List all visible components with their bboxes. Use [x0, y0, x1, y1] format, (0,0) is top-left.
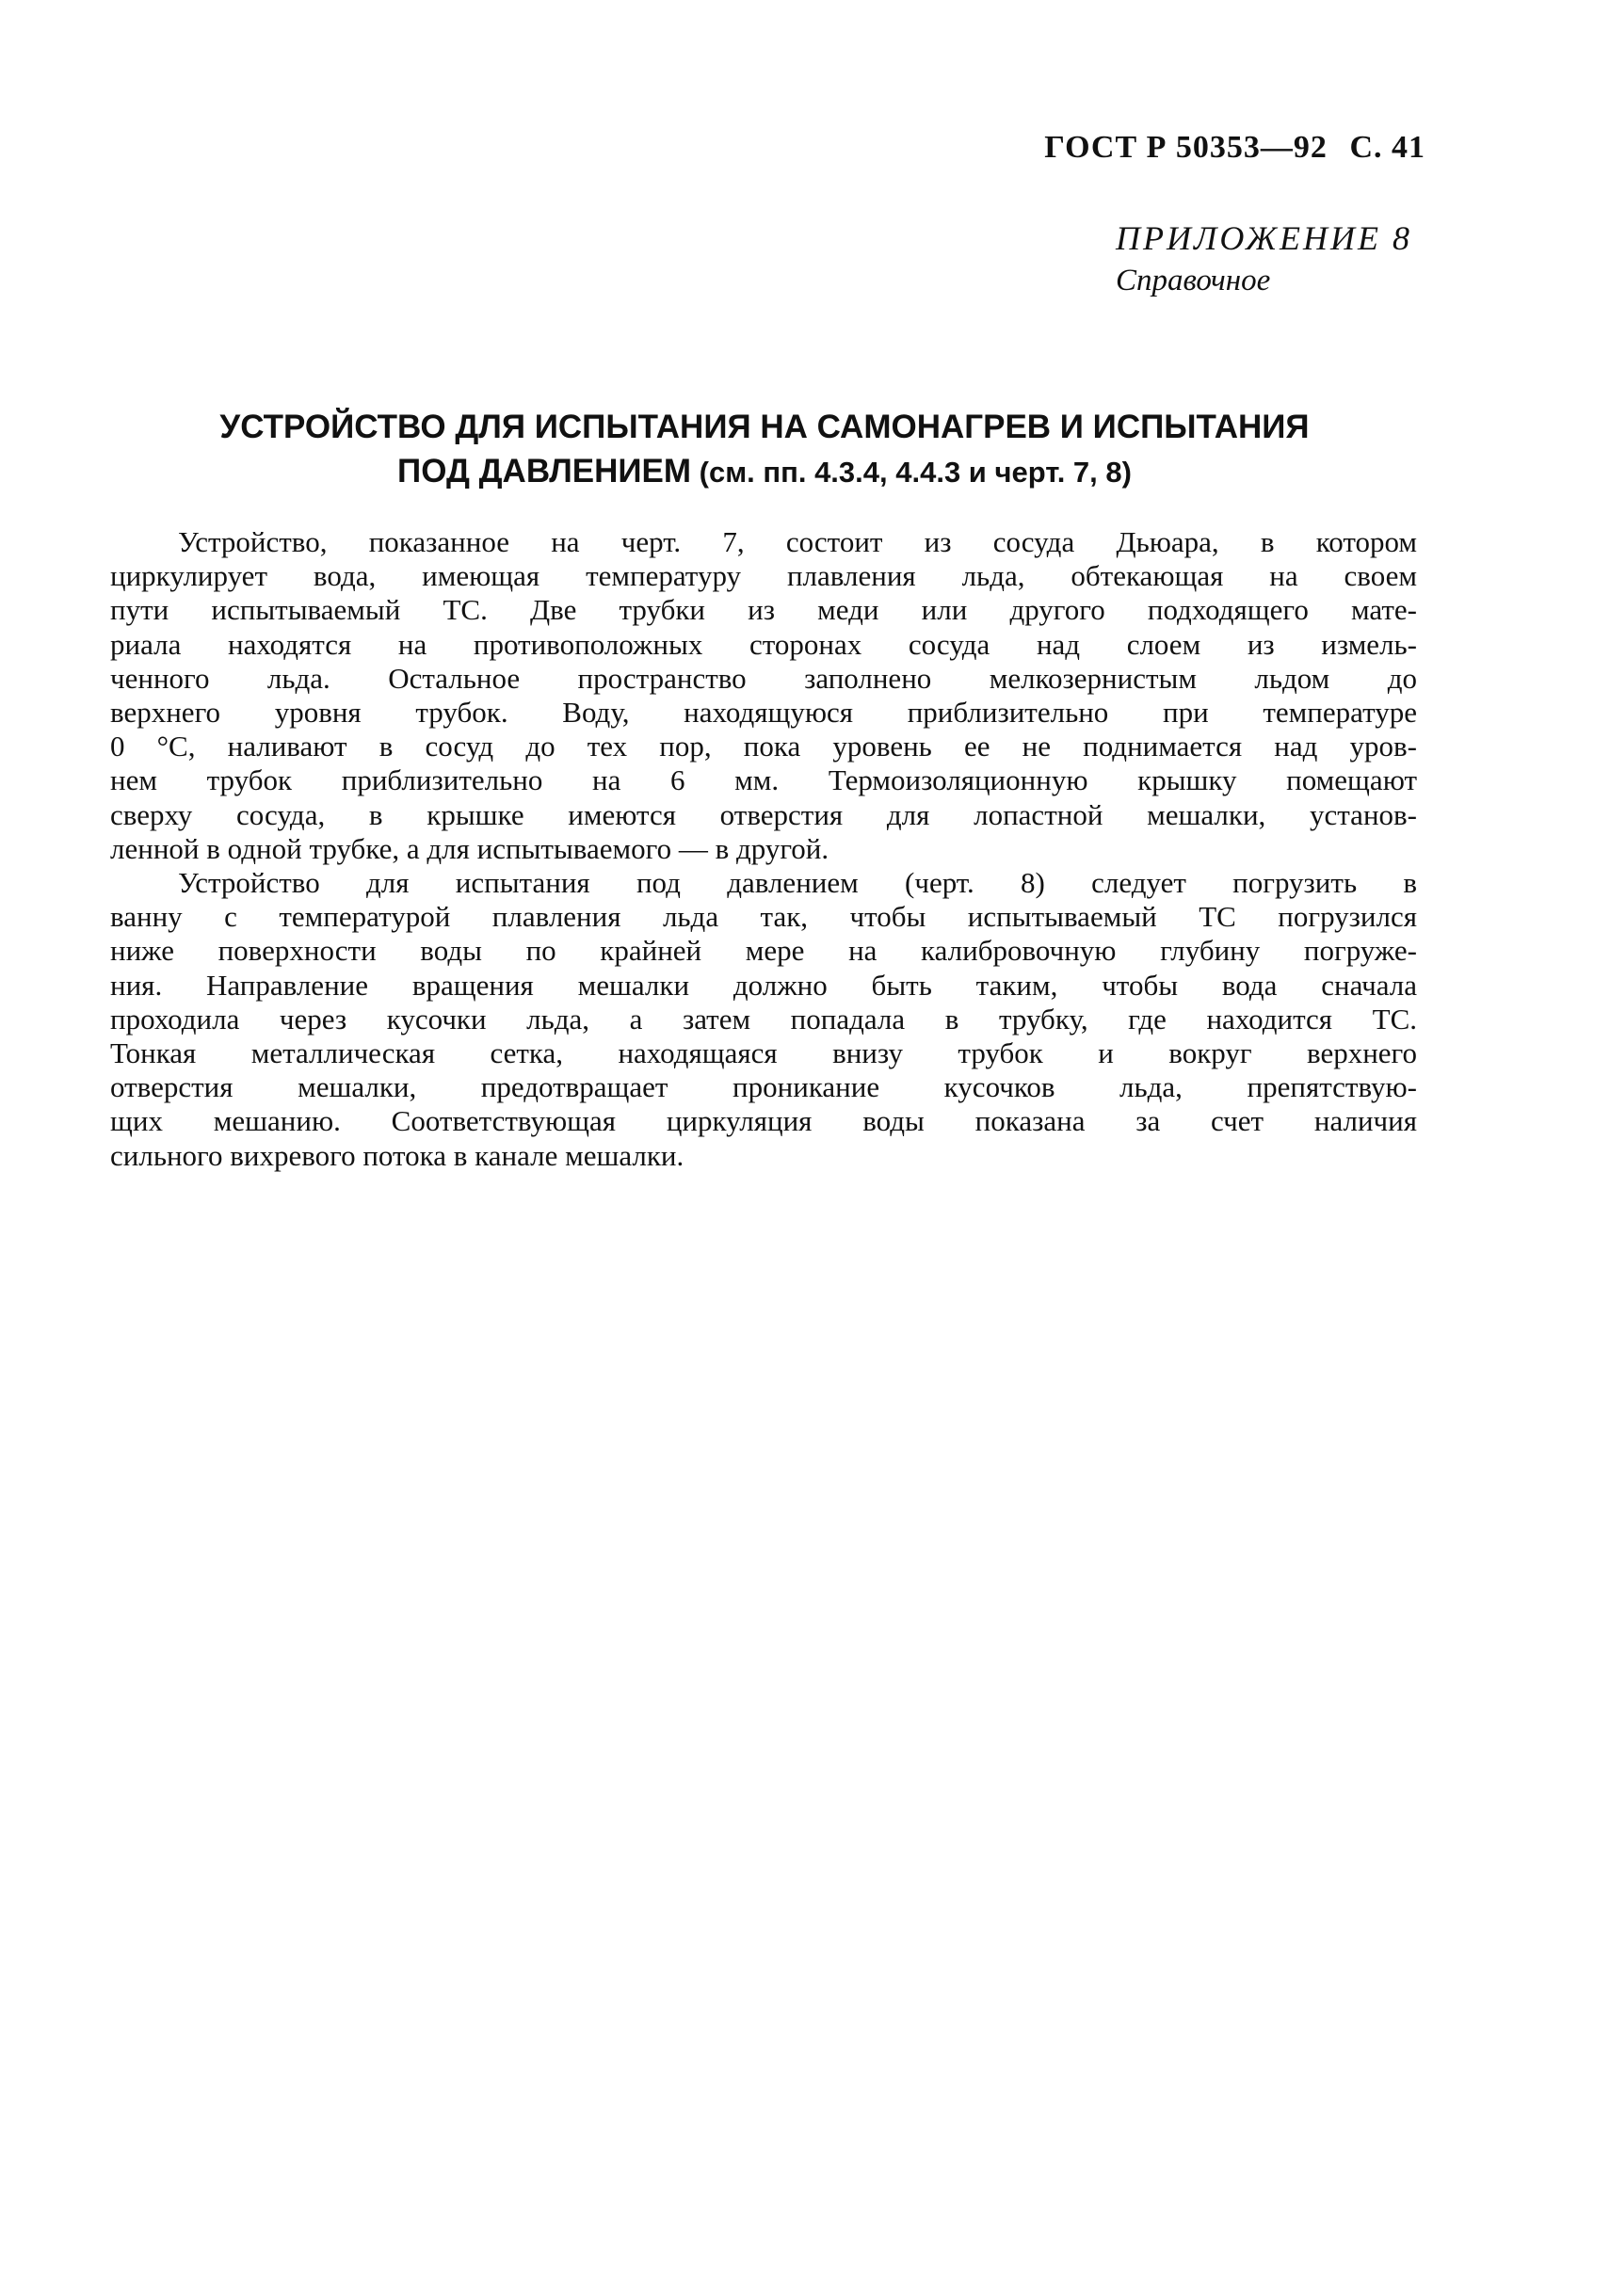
text-line: Устройство, показанное на черт. 7, состоит из сосуда Дьюара, в котором: [178, 525, 1417, 558]
title-main: ПОД ДАВЛЕНИЕМ: [397, 453, 692, 490]
page-number: С. 41: [1349, 130, 1425, 165]
text-line: Тонкая металлическая сетка, находящаяся внизу трубок и вокруг верхнего: [110, 1036, 1417, 1070]
paragraph: [110, 525, 1417, 866]
body-text: [110, 525, 1417, 1173]
text-line: пути испытываемый ТС. Две трубки из меди или другого подходящего мате-: [110, 593, 1417, 627]
appendix-type: Справочное: [1116, 264, 1271, 297]
text-line: риала находятся на противоположных сторонах сосуда над слоем из измель-: [110, 627, 1417, 661]
title-reference: (см. пп. 4.3.4, 4.4.3 и черт. 7, 8): [691, 456, 1132, 489]
standard-number: ГОСТ Р 50353—92: [1044, 130, 1328, 165]
text-line: сверху сосуда, в крышке имеются отверстия для лопастной мешалки, установ-: [110, 797, 1417, 831]
text-line: верхнего уровня трубок. Воду, находящуюся приблизительно при температуре: [110, 696, 1417, 730]
text-line: нем трубок приблизительно на 6 мм. Термоизоляционную крышку помещают: [110, 763, 1417, 797]
text-line: циркулирует вода, имеющая температуру плавления льда, обтекающая на своем: [110, 559, 1417, 593]
text-line: ченного льда. Остальное пространство заполнено мелкозернистым льдом до: [110, 661, 1417, 695]
appendix-label: ПРИЛОЖЕНИЕ 8: [1116, 219, 1412, 257]
text-line: ниже поверхности воды по крайней мере на калибровочную глубину погруже-: [110, 934, 1417, 968]
paragraph: [110, 866, 1417, 1173]
text-line: проходила через кусочки льда, а затем попадала в трубку, где находится ТС.: [110, 1002, 1417, 1036]
text-line: сильного вихревого потока в канале мешалки.: [110, 1138, 684, 1172]
title-line-1: УСТРОЙСТВО ДЛЯ ИСПЫТАНИЯ НА САМОНАГРЕВ И ИСПЫТАНИЯ: [219, 409, 1310, 445]
section-title: [110, 405, 1419, 494]
text-line: Устройство для испытания под давлением (черт. 8) следует погрузить в: [178, 866, 1417, 900]
title-line-2: [110, 449, 1419, 494]
text-line: отверстия мешалки, предотвращает проникание кусочков льда, препятствую-: [110, 1070, 1417, 1104]
text-line: ванну с температурой плавления льда так, чтобы испытываемый ТС погрузился: [110, 900, 1417, 934]
text-line: ленной в одной трубке, а для испытываемого — в другой.: [110, 831, 829, 865]
text-line: 0 °С, наливают в сосуд до тех пор, пока уровень ее не поднимается над уров-: [110, 730, 1417, 763]
text-line: щих мешанию. Соответствующая циркуляция воды показана за счет наличия: [110, 1104, 1417, 1138]
page-header: [1044, 130, 1425, 166]
text-line: ния. Направление вращения мешалки должно быть таким, чтобы вода сначала: [110, 968, 1417, 1002]
